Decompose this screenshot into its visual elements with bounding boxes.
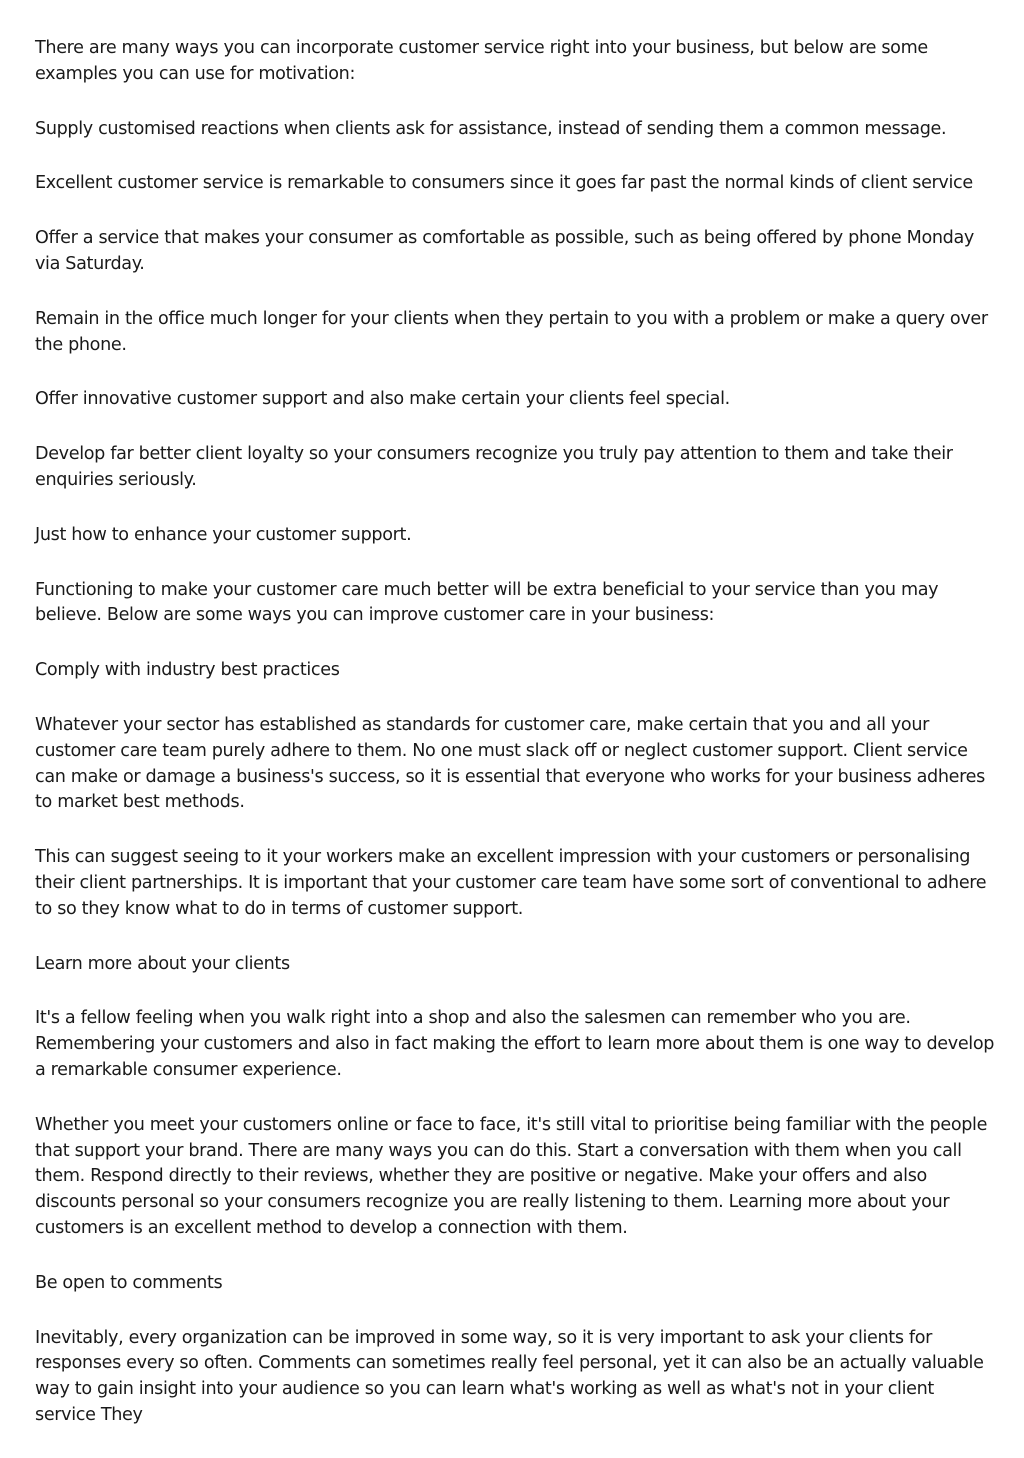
heading-learn-clients: Learn more about your clients	[35, 953, 290, 974]
paragraph-client-loyalty: Develop far better client loyalty so your consumers recognize you truly pay attention to them and take their enquiries seriously.	[35, 444, 953, 490]
paragraph-intro: There are many ways you can incorporate customer service right into your business, but below are some examples you can use for motivation:	[35, 38, 928, 84]
paragraph-meet-customers: Whether you meet your customers online or face to face, it's still vital to prioritise being familiar with the people that support your brand. There are many ways you can do this. Start a conversation with them when you call them. Respond directly to their reviews, whether they are positive or negative. Make your offers and also discounts personal so your consumers recognize you are really listening to them. Learning more about your customers is an excellent method to develop a connection with them.	[35, 1114, 988, 1238]
paragraph-customised-reactions: Supply customised reactions when clients ask for assistance, instead of sending them a common message.	[35, 118, 947, 139]
paragraph-innovative-support: Offer innovative customer support and also make certain your clients feel special.	[35, 389, 730, 410]
paragraph-inevitably: Inevitably, every organization can be improved in some way, so it is very important to ask your clients for responses every so often. Comments can sometimes really feel personal, yet it can also be an actually valuable way to gain insight into your audience so you can learn what's working as well as what's not in your client service They	[35, 1327, 984, 1425]
paragraph-fellow-feeling: It's a fellow feeling when you walk right into a shop and also the salesmen can remember who you are. Remembering your customers and also in fact making the effort to learn more about them is one way to develop a remarkable consumer experience.	[35, 1008, 995, 1080]
paragraph-excellent-service: Excellent customer service is remarkable to consumers since it goes far past the normal kinds of client service	[35, 173, 973, 194]
paragraph-remain-in-office: Remain in the office much longer for your clients when they pertain to you with a problem or make a query over the phone.	[35, 308, 988, 355]
paragraph-impression: This can suggest seeing to it your workers make an excellent impression with your customers or personalising their client partnerships. It is important that your customer care team have some sort of conventional to adhere to so they know what to do in terms of customer support.	[35, 847, 987, 919]
paragraph-how-to-enhance: Just how to enhance your customer support.	[35, 524, 412, 545]
paragraph-comfortable-service: Offer a service that makes your consumer as comfortable as possible, such as being offered by phone Monday via Saturday.	[35, 228, 974, 274]
document-page	[35, 36, 995, 1458]
heading-best-practices: Comply with industry best practices	[35, 660, 340, 681]
paragraph-sector-standards: Whatever your sector has established as standards for customer care, make certain that you and all your customer care team purely adhere to them. No one must slack off or neglect customer support. Client service can make or damage a business's success, so it is essential that everyone who works for your business adheres to market best methods.	[35, 714, 985, 813]
paragraph-functioning: Functioning to make your customer care much better will be extra beneficial to your service than you may believe. Below are some ways you can improve customer care in your business:	[35, 579, 939, 626]
heading-open-to-comments: Be open to comments	[35, 1272, 223, 1293]
